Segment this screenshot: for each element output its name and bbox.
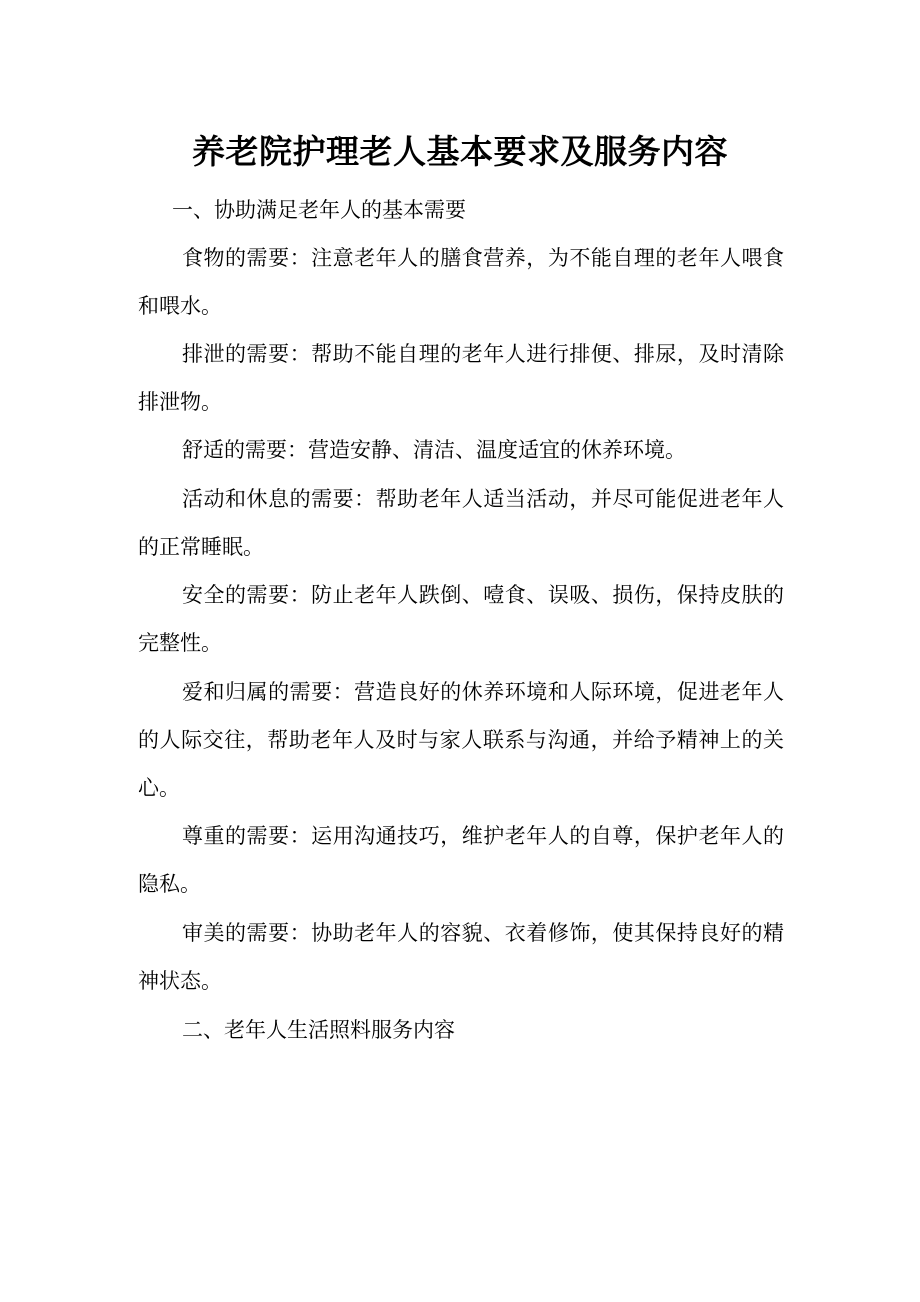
document-title: 养老院护理老人基本要求及服务内容	[192, 132, 728, 171]
paragraph-food-needs: 食物的需要：注意老年人的膳食营养，为不能自理的老年人喂食和喂水。	[138, 246, 784, 318]
paragraph-excretion-needs: 排泄的需要：帮助不能自理的老年人进行排便、排尿，及时清除排泄物。	[138, 342, 784, 414]
paragraph-activity-rest-needs: 活动和休息的需要：帮助老年人适当活动，并尽可能促进老年人的正常睡眠。	[138, 487, 784, 559]
paragraph-love-belonging-needs: 爱和归属的需要：营造良好的休养环境和人际环境，促进老年人的人际交往，帮助老年人及时与家人联系与沟通，并给予精神上的关心。	[138, 680, 784, 800]
paragraph-aesthetic-needs: 审美的需要：协助老年人的容貌、衣着修饰，使其保持良好的精神状态。	[138, 921, 784, 993]
paragraph-safety-needs: 安全的需要：防止老年人跌倒、噎食、误吸、损伤，保持皮肤的完整性。	[138, 583, 784, 655]
paragraph-respect-needs: 尊重的需要：运用沟通技巧，维护老年人的自尊，保护老年人的隐私。	[138, 824, 784, 896]
section-heading-1: 一、协助满足老年人的基本需要	[172, 198, 466, 222]
section-heading-2: 二、老年人生活照料服务内容	[182, 1018, 455, 1042]
paragraph-comfort-needs: 舒适的需要：营造安静、清洁、温度适宜的休养环境。	[182, 438, 686, 462]
